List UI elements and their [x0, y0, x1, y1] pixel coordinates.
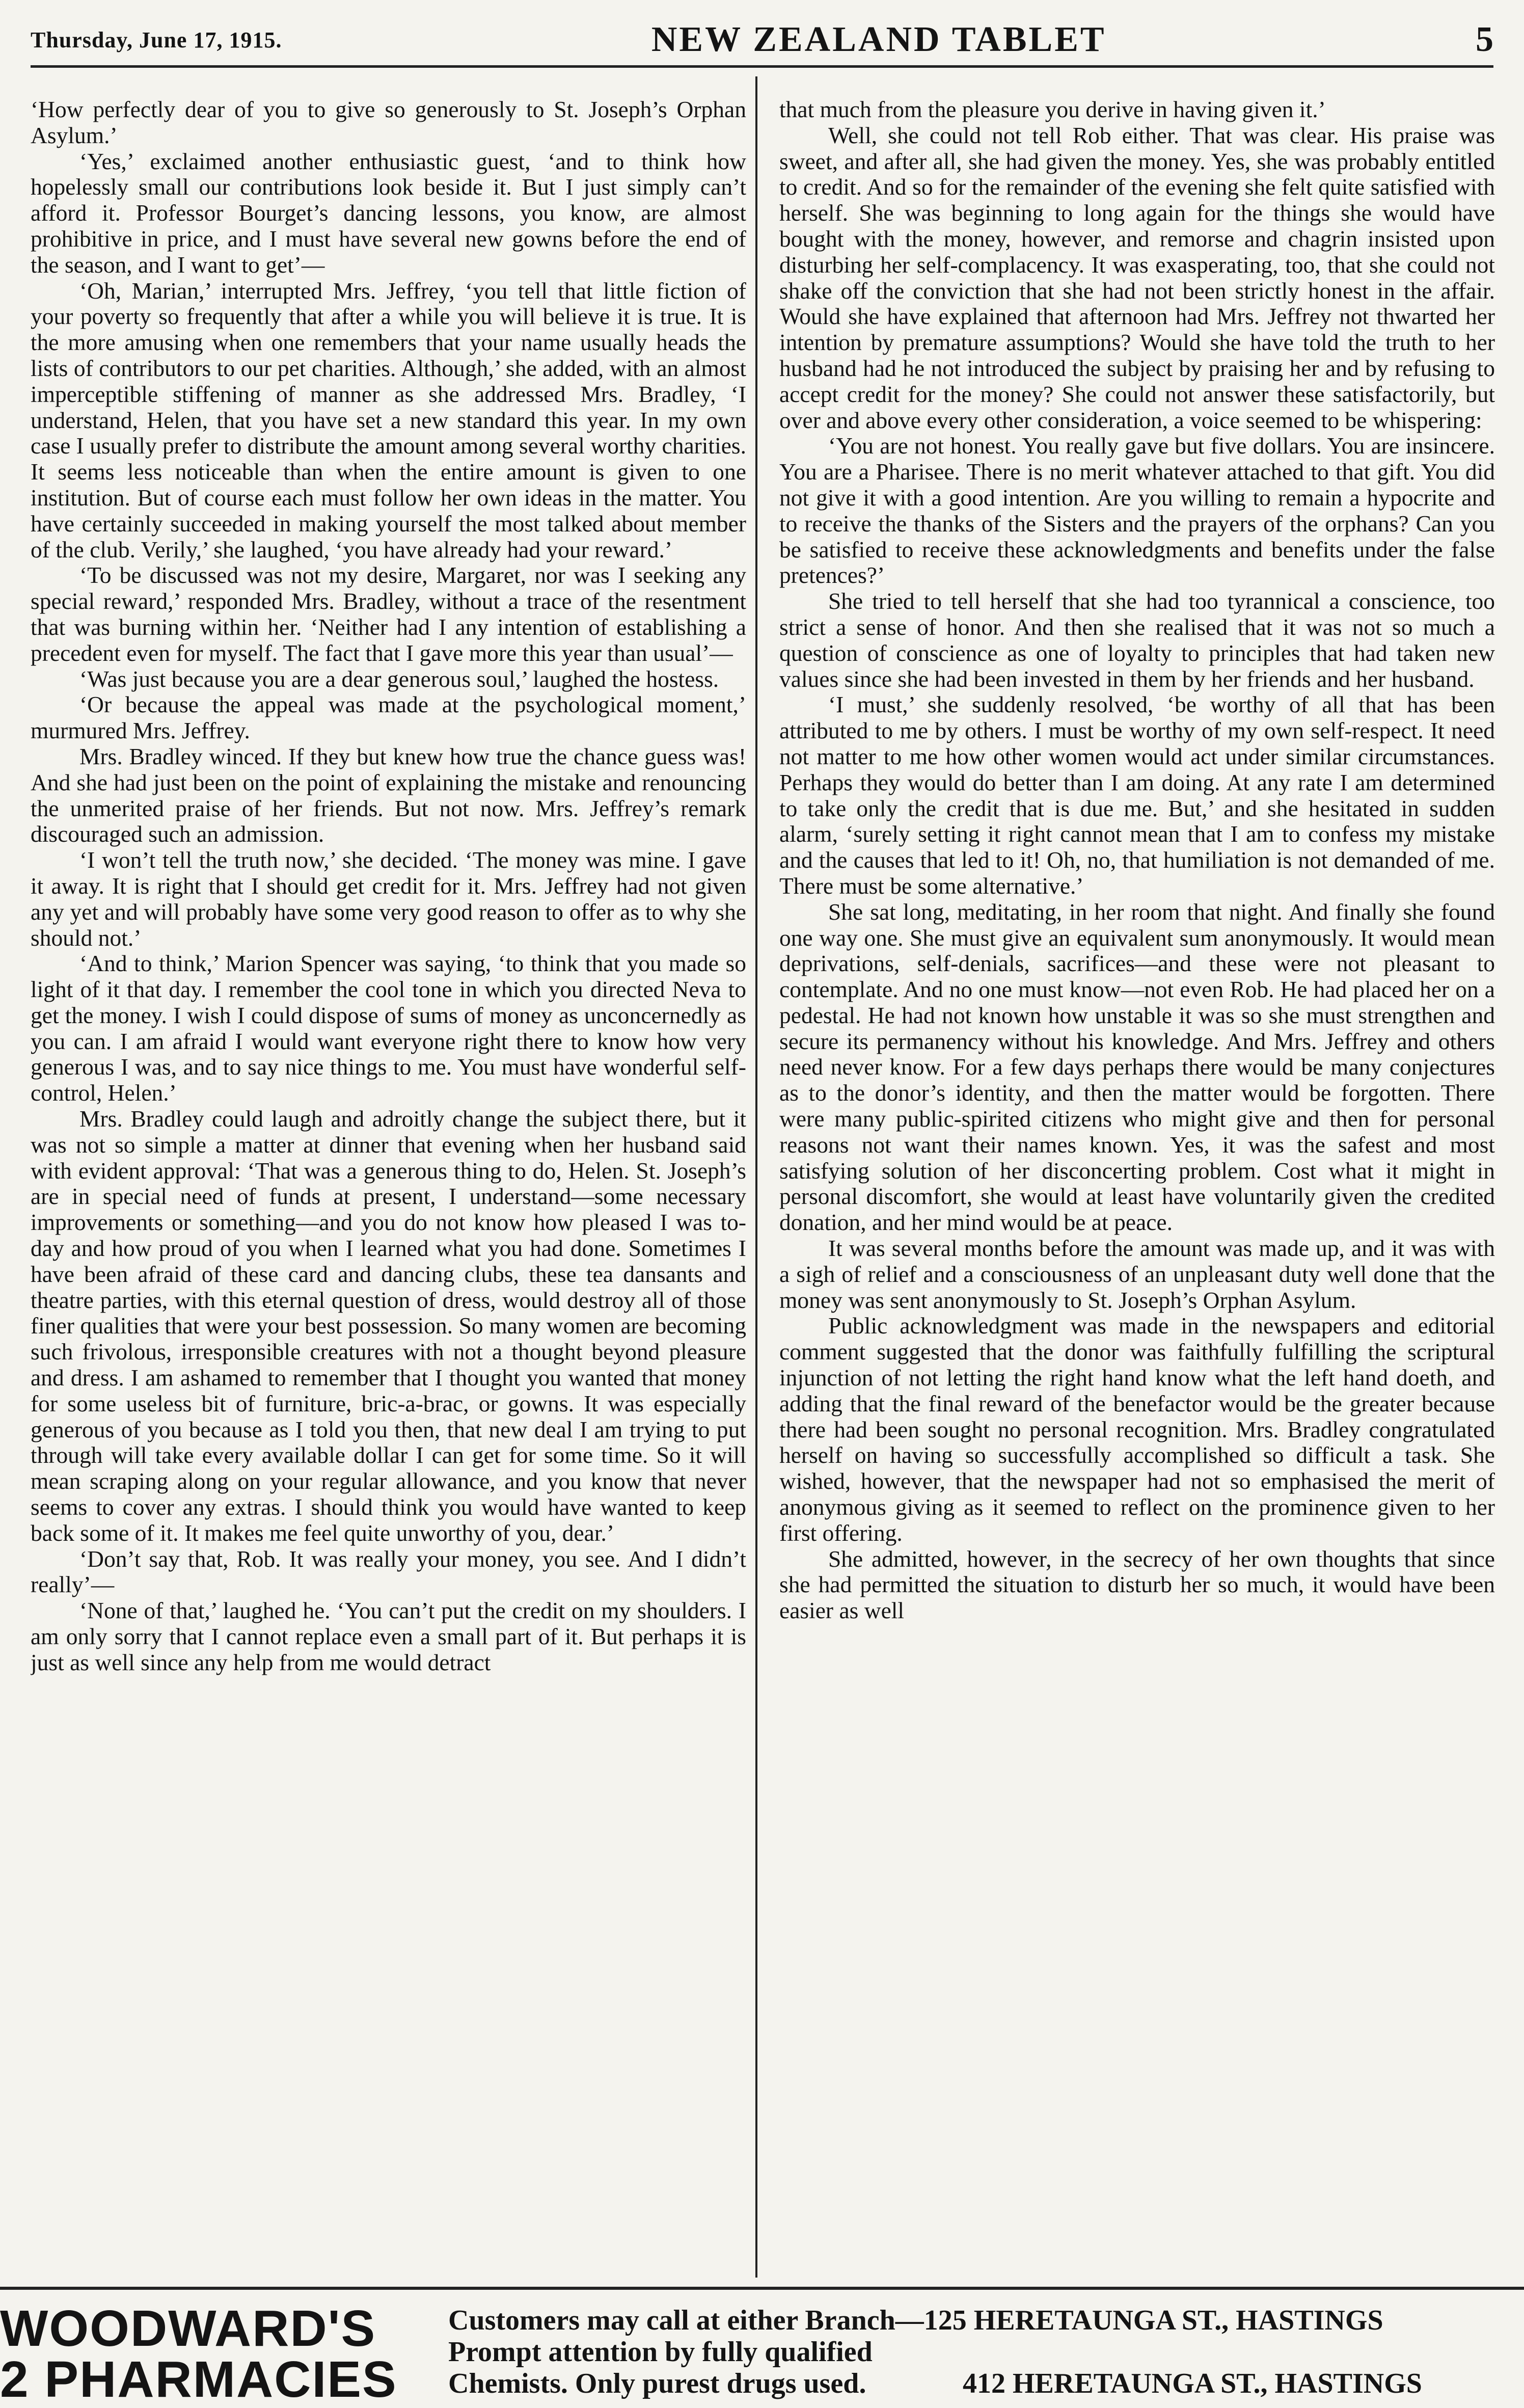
paragraph: ‘Oh, Marian,’ interrupted Mrs. Jeffrey, ‘you tell that little fiction of your poverty so frequently that after a while you will believe it is true. It is the more amusing when one remembers that your name usually heads the lists of contributors to our pet charities. Although,’ she added, with an almost imperceptible stiffening of manner as she addressed Mrs. Bradley, ‘I understand, Helen, that you have set a new standard this year. In my own case I usually prefer to distribute the amount among several worthy charities. It seems less noticeable than when the entire amount is given to one institution. But of course each must follow her own ideas in the matter. You have certainly succeeded in making yourself the most talked about member of the club. Verily,’ she laughed, ‘you have already had your reward.’	[31, 277, 746, 563]
paragraph: ‘You are not honest. You really gave but five dollars. You are insincere. You are a Pharisee. There is no merit whatever attached to that gift. You did not give it with a good intention. Are you willing to remain a hypocrite and to receive the thanks of the Sisters and the prayers of the orphans? Can you be satisfied to receive these acknowledgments and benefits under the false pretences?’	[779, 433, 1495, 588]
advertiser-name	[0, 2300, 407, 2408]
paragraph: She admitted, however, in the secrecy of her own thoughts that since she had permitted the situation to disturb her so much, it would have been easier as well	[779, 1545, 1495, 1624]
paragraph: She sat long, meditating, in her room that night. And finally she found one way one. She must give an equivalent sum anonymously. It would mean deprivations, self-denials, sacrifices—and these were not pleasant to contemplate. And no one must know—not even Rob. He had placed her on a pedestal. He had not known how unstable it was so she must strengthen and secure its permanency without his knowledge. And Mrs. Jeffrey and others need never know. For a few days perhaps there would be many conjectures as to the donor’s identity, and then the matter would be forgotten. There were many public-spirited citizens who might give and then for personal reasons not want their names known. Yes, it was the safest and most satisfying solution of her disconcerting problem. Cost what it might in personal discomfort, she would at least have voluntarily given the credited donation, and her mind would be at peace.	[779, 898, 1495, 1236]
paragraph-continued: that much from the pleasure you derive in having given it.’	[779, 97, 1326, 122]
advertisement-rule	[0, 2287, 1524, 2290]
left-column	[31, 97, 746, 2201]
paragraph: Well, she could not tell Rob either. That was clear. His praise was sweet, and after all, she had given the money. Yes, she was probably entitled to credit. And so for the remainder of the evening she felt quite satisfied with herself. She was beginning to long again for the things she would have bought with the money, however, and remorse and chagrin insisted upon disturbing her self-complacency. It was exasperating, too, that she could not shake off the conviction that she had not been strictly honest in the affair. Would she have explained that afternoon had Mrs. Jeffrey not thwarted her intention by premature assumptions? Would she have told the truth to her husband had he not introduced the subject by praising her and by refusing to accept credit for the money? She could not answer these satisfactorily, but over and above every other consideration, a voice seemed to be whispering:	[779, 122, 1495, 433]
paragraph: ‘How perfectly dear of you to give so generously to St. Joseph’s Orphan Asylum.’	[31, 97, 746, 148]
paragraph: Public acknowledgment was made in the newspapers and editorial comment suggested that the donor was faithfully fulfilling the scriptural injunction of not letting the right hand know what the left hand doeth, and adding that the final reward of the benefactor would be the greater because there had been sought no personal recognition. Mrs. Bradley congratulated herself on having so successfully accomplished so difficult a task. She wished, however, that the newspaper had not so emphasised the merit of anonymous giving as it seemed to reflect on the prominence given to her first offering.	[779, 1313, 1495, 1546]
issue-date: Thursday, June 17, 1915.	[31, 27, 282, 52]
paragraph: She tried to tell herself that she had too tyrannical a conscience, too strict a sense of honor. And then she realised that it was not so much a question of conscience as one of loyalty to principles that had taken new values since she had been invested in them by her friends and her husband.	[779, 588, 1495, 692]
brand-line: 2 PHARMACIES	[0, 2351, 397, 2408]
paragraph: ‘I must,’ she suddenly resolved, ‘be worthy of all that has been attributed to me by others. I must be worthy of my own self-respect. It need not matter to me how other women would act under similar circumstances. Perhaps they would do better than I am doing. At any rate I am determined to take only the credit that is due me. But,’ and she hesitated in sudden alarm, ‘surely setting it right cannot mean that I am to confess my mistake and the causes that led to it! Oh, no, that humiliation is not demanded of me. There must be some alternative.’	[779, 691, 1495, 899]
paragraph: ‘None of that,’ laughed he. ‘You can’t put the credit on my shoulders. I am only sorry that I cannot replace even a small part of it. But perhaps it is just as well since any help from me would detract	[31, 1597, 746, 1675]
ad-text-line: Customers may call at either Branch—125 HERETAUNGA ST., HASTINGS	[448, 2305, 1383, 2336]
ad-text-line: Prompt attention by fully qualified	[448, 2336, 873, 2368]
paragraph: Mrs. Bradley winced. If they but knew how true the chance guess was! And she had just been on the point of explaining the mistake and renouncing the unmerited praise of her friends. But not now. Mrs. Jeffrey’s remark discouraged such an admission.	[31, 743, 746, 847]
ad-address: 412 HERETAUNGA ST., HASTINGS	[963, 2368, 1422, 2399]
brand-line: WOODWARD'S	[0, 2300, 376, 2357]
ad-text-line: Chemists. Only purest drugs used.	[448, 2368, 866, 2399]
paragraph: It was several months before the amount was made up, and it was with a sigh of relief and a consciousness of an unpleasant duty well done that the money was sent anonymously to St. Joseph’s Orphan Asylum.	[779, 1235, 1495, 1313]
paragraph: ‘And to think,’ Marion Spencer was saying, ‘to think that you made so light of it that day. I remember the cool tone in which you directed Neva to get the money. I wish I could dispose of sums of money as unconcernedly as you can. I am afraid I would want everyone right there to know how very generous I was, and to say nice things to me. You must have wonderful self-control, Helen.’	[31, 950, 746, 1106]
paragraph: Mrs. Bradley could laugh and adroitly change the subject there, but it was not so simple a matter at dinner that evening when her husband said with evident approval: ‘That was a generous thing to do, Helen. St. Joseph’s are in special need of funds at present, I understand—some necessary improvements or something—and you do not know how pleased I was to-day and how proud of you when I learned what you had done. Sometimes I have been afraid of these card and dancing clubs, these tea dansants and theatre parties, with this eternal question of dress, would destroy all of those finer qualities that were your best possession. So many women are becoming such frivolous, irresponsible creatures with not a thought beyond pleasure and dress. I am ashamed to remember that I thought you wanted that money for some useless bit of furniture, bric-a-brac, or gowns. It was especially generous of you because as I told you then, that new deal I am trying to put through will take every available dollar I can get for some time. So it will mean scraping along on your regular allowance, and you know that never seems to cover any extras. I should think you would have wanted to keep back some of it. It makes me feel quite unworthy of you, dear.’	[31, 1106, 746, 1546]
page-number: 5	[1475, 20, 1493, 59]
paragraph: ‘Yes,’ exclaimed another enthusiastic guest, ‘and to think how hopelessly small our contributions look beside it. But I just simply can’t afford it. Professor Bourget’s dancing lessons, you know, are almost prohibitive in price, and I must have several new gowns before the end of the season, and I want to get’—	[31, 148, 746, 278]
paragraph: ‘Don’t say that, Rob. It was really your money, you see. And I didn’t really’—	[31, 1545, 746, 1598]
column-divider	[755, 76, 757, 2278]
paragraph: ‘Or because the appeal was made at the psychological moment,’ murmured Mrs. Jeffrey.	[31, 691, 746, 744]
paragraph: ‘I won’t tell the truth now,’ she decided. ‘The money was mine. I gave it away. It is right that I should get credit for it. Mrs. Jeffrey had not given any yet and will probably have some very good reason to offer as to why she should not.’	[31, 847, 746, 951]
paragraph: ‘To be discussed was not my desire, Margaret, nor was I seeking any special reward,’ responded Mrs. Bradley, without a trace of the resentment that was burning within her. ‘Neither had I any intention of establishing a precedent even for myself. The fact that I gave more this year than usual’—	[31, 562, 746, 666]
advertisement	[0, 2293, 1524, 2407]
paragraph: ‘Was just because you are a dear generous soul,’ laughed the hostess.	[79, 665, 719, 692]
right-column	[779, 97, 1495, 2201]
page-header	[31, 14, 1493, 68]
masthead-title: NEW ZEALAND TABLET	[651, 20, 1106, 59]
